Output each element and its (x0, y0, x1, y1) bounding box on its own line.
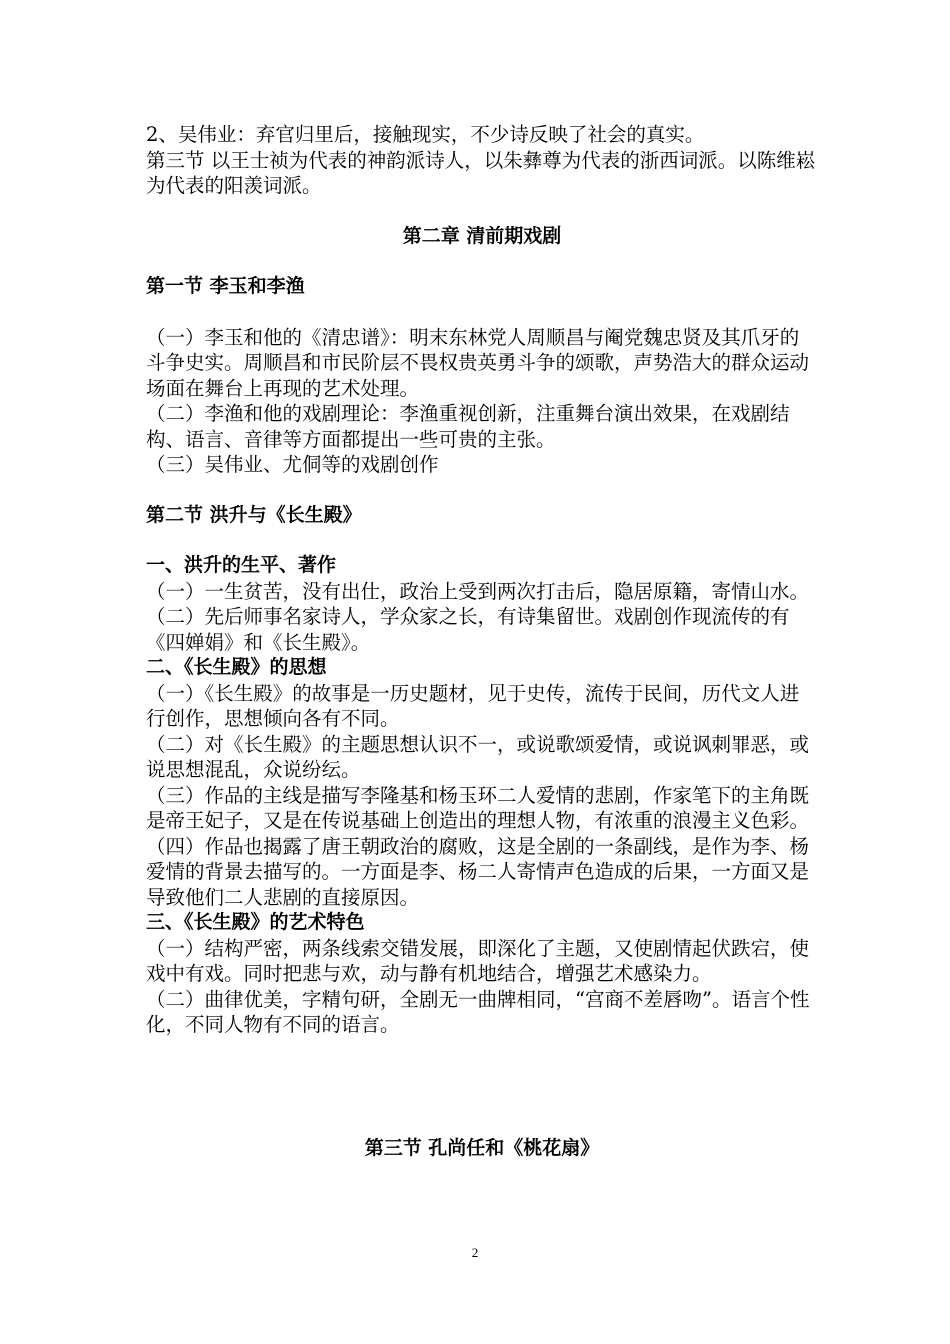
page-number: 2 (471, 1245, 479, 1260)
part-2-item-2: （二）对《长生殿》的主题思想认识不一，或说歌颂爱情，或说讽刺罪恶，或说思想混乱，众说纷纭。 (146, 732, 810, 781)
part-3-item-1: （一）结构严密，两条线索交错发展，即深化了主题，又使剧情起伏跌宕，使戏中有戏。同时把悲与欢，动与静有机地结合，增强艺术感染力。 (146, 936, 810, 985)
part-1-title: 一、洪升的生平、著作 (146, 554, 337, 576)
part-3-item-2: （二）曲律优美，字精句研，全剧无一曲牌相同，“宫商不差唇吻”。语言个性化，不同人物有不同的语言。 (146, 987, 810, 1036)
section-2-title: 第二节 洪升与《长生殿》 (146, 503, 362, 526)
section-1-item-2: （二）李渔和他的戏剧理论：李渔重视创新，注重舞台演出效果，在戏剧结构、语言、音律等方面都提出一些可贵的主张。 (146, 402, 790, 451)
part-1-item-2: （二）先后师事名家诗人，学众家之长，有诗集留世。戏剧创作现流传的有《四婵娟》和《长生殿》。 (146, 605, 790, 654)
part-2-item-1: （一）《长生殿》的故事是一历史题材，见于史传，流传于民间，历代文人进行创作，思想倾向各有不同。 (146, 681, 800, 730)
page-content (146, 122, 818, 1161)
section-3-title: 第三节 孔尚任和《桃花扇》 (364, 1136, 600, 1159)
part-3-title: 三、《长生殿》的艺术特色 (146, 911, 365, 933)
part-2-item-3: （三）作品的主线是描写李隆基和杨玉环二人爱情的悲剧，作家笔下的主角既是帝王妃子，又是在传说基础上创造出的理想人物，有浓重的浪漫主义色彩。 (146, 783, 810, 832)
part-1-item-1: （一）一生贫苦，没有出仕，政治上受到两次打击后，隐居原籍，寄情山水。 (146, 579, 810, 603)
chapter-title: 第二章 清前期戏剧 (402, 224, 562, 247)
intro-line-2: 第三节 以王士祯为代表的神韵派诗人，以朱彝尊为代表的浙西词派。以陈维崧为代表的阳羡词派。 (146, 148, 816, 197)
section-1-item-1: （一）李玉和他的《清忠谱》：明末东林党人周顺昌与阉党魏忠贤及其爪牙的斗争史实。周顺昌和市民阶层不畏权贵英勇斗争的颂歌，声势浩大的群众运动场面在舞台上再现的艺术处理。 (146, 325, 810, 400)
part-2-title: 二、《长生殿》的思想 (146, 656, 327, 678)
intro-line-1: 2、吴伟业：弃官归里后，接触现实，不少诗反映了社会的真实。 (146, 123, 705, 146)
section-1-item-3: （三）吴伟业、尤侗等的戏剧创作 (146, 453, 439, 476)
part-2-item-4: （四）作品也揭露了唐王朝政治的腐败，这是全剧的一条副线，是作为李、杨爱情的背景去描写的。一方面是李、杨二人寄情声色造成的后果，一方面又是导致他们二人悲剧的直接原因。 (146, 834, 810, 909)
section-1-title: 第一节 李玉和李渔 (146, 275, 305, 297)
